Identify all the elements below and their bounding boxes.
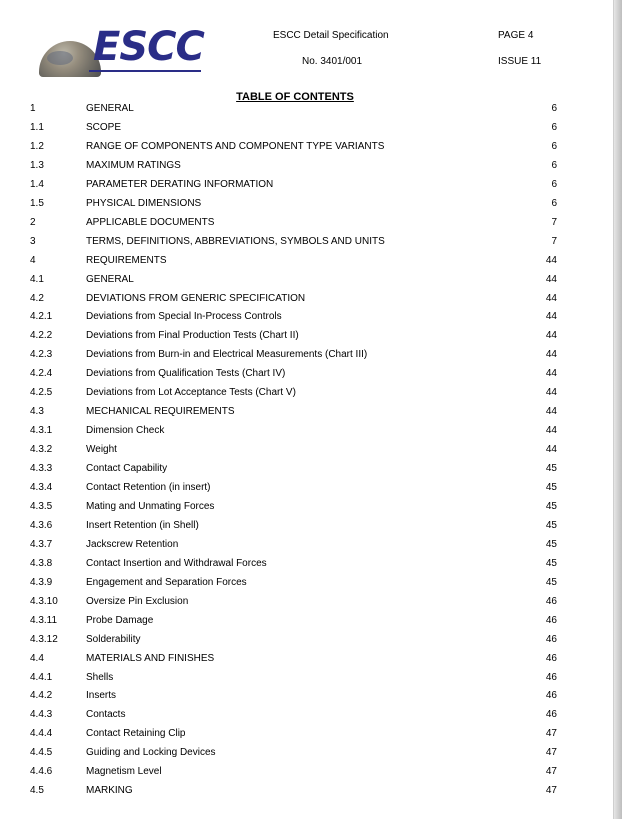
toc-section-number: 4.1 [30, 273, 44, 285]
toc-section-number: 1.3 [30, 159, 44, 171]
toc-section-title: Contact Retention (in insert) [86, 482, 211, 493]
toc-section-title: APPLICABLE DOCUMENTS [86, 216, 215, 228]
toc-section-title: Oversize Pin Exclusion [86, 595, 189, 607]
toc-section-number: 4.3.2 [30, 444, 53, 456]
toc-section-number: 4.3.6 [30, 519, 53, 531]
toc-row[interactable] [0, 160, 610, 178]
toc-section-number: 4.2.3 [30, 349, 53, 361]
toc-page-number: 45 [545, 557, 557, 569]
toc-section-number: 2 [30, 216, 36, 228]
toc-section-number: 3 [30, 235, 36, 247]
toc-row[interactable] [0, 615, 610, 633]
escc-logo [39, 24, 205, 79]
toc-section-number: 4.4.6 [30, 766, 53, 778]
toc-row[interactable] [0, 596, 610, 614]
toc-section-number: 4.2.1 [30, 311, 53, 323]
toc-section-number: 4.4.1 [30, 671, 53, 683]
toc-page-number: 44 [545, 368, 557, 380]
toc-page-number: 44 [545, 273, 557, 285]
toc-section-number: 4.3.11 [30, 614, 58, 626]
toc-page-number: 45 [545, 500, 557, 512]
toc-section-title: DEVIATIONS FROM GENERIC SPECIFICATION [86, 292, 306, 304]
toc-section-number: 4.4.3 [30, 709, 53, 721]
toc-section-number: 1.5 [30, 197, 44, 209]
toc-row[interactable] [0, 425, 610, 443]
toc-row[interactable] [0, 672, 610, 690]
toc-row[interactable] [0, 103, 610, 121]
page-edge [613, 0, 622, 819]
toc-section-title: PARAMETER DERATING INFORMATION [86, 178, 274, 190]
toc-section-number: 4.4 [30, 652, 44, 664]
toc-section-number: 4.3.9 [30, 576, 53, 588]
toc-section-title: Deviations from Final Production Tests (Chart II) [86, 330, 299, 342]
toc-section-title: PHYSICAL DIMENSIONS [86, 197, 202, 209]
toc-page-number: 6 [551, 121, 557, 133]
toc-page-number: 6 [551, 103, 557, 114]
toc-title: TABLE OF CONTENTS [236, 91, 354, 103]
toc-page-number: 46 [545, 652, 557, 664]
toc-row[interactable] [0, 141, 610, 159]
toc-row[interactable] [0, 520, 610, 538]
toc-page-number: 45 [545, 576, 557, 588]
toc-row[interactable] [0, 406, 610, 424]
toc-section-title: GENERAL [86, 103, 134, 114]
toc-section-title: Weight [86, 444, 117, 456]
toc-page-number: 45 [545, 482, 557, 493]
toc-row[interactable] [0, 179, 610, 197]
toc-section-title: Contacts [86, 709, 126, 721]
toc-page-number: 7 [551, 235, 557, 247]
toc-section-title: Deviations from Qualification Tests (Chart IV) [86, 368, 286, 380]
toc-section-title: Contact Insertion and Withdrawal Forces [86, 557, 267, 569]
toc-section-title: MATERIALS AND FINISHES [86, 652, 215, 664]
toc-page-number: 6 [551, 178, 557, 190]
toc-row[interactable] [0, 198, 610, 216]
toc-page-number: 44 [545, 311, 557, 323]
toc-section-number: 4.3 [30, 406, 44, 418]
toc-section-title: REQUIREMENTS [86, 254, 167, 266]
toc-row[interactable] [0, 690, 610, 708]
toc-row[interactable] [0, 728, 610, 746]
toc-page-number: 45 [545, 519, 557, 531]
toc-section-title: MAXIMUM RATINGS [86, 159, 181, 171]
toc-section-number: 4.4.5 [30, 747, 53, 759]
toc-section-title: Inserts [86, 690, 117, 702]
toc-section-number: 4.3.4 [30, 482, 53, 493]
toc-section-title: MECHANICAL REQUIREMENTS [86, 406, 235, 418]
toc-page-number: 46 [545, 690, 557, 702]
toc-page-number: 46 [545, 709, 557, 721]
toc-section-number: 4.3.5 [30, 500, 53, 512]
toc-section-number: 1.1 [30, 121, 44, 133]
page-label: PAGE 4 [498, 30, 534, 41]
toc-page-number: 47 [545, 728, 557, 740]
toc-section-title: RANGE OF COMPONENTS AND COMPONENT TYPE VARIANTS [86, 140, 385, 152]
toc-page-number: 45 [545, 463, 557, 475]
toc-page-number: 7 [551, 216, 557, 228]
toc-row[interactable] [0, 255, 610, 273]
toc-page-number: 44 [545, 254, 557, 266]
toc-row[interactable] [0, 444, 610, 462]
toc-section-number: 4.2.4 [30, 368, 53, 380]
toc-page-number: 45 [545, 538, 557, 550]
toc-row[interactable] [0, 709, 610, 727]
toc-section-number: 4.3.3 [30, 463, 53, 475]
toc-page-number: 46 [545, 633, 557, 645]
toc-section-number: 4.2.5 [30, 387, 53, 399]
toc-section-title: Contact Retaining Clip [86, 728, 186, 740]
toc-section-title: Deviations from Special In-Process Controls [86, 311, 282, 323]
toc-row[interactable] [0, 236, 610, 254]
toc-section-title: Deviations from Lot Acceptance Tests (Chart V) [86, 387, 296, 399]
logo-text: ESCC [93, 24, 204, 70]
toc-section-number: 4.5 [30, 785, 44, 797]
toc-page-number: 44 [545, 330, 557, 342]
toc-section-title: Engagement and Separation Forces [86, 576, 247, 588]
toc-section-number: 4.4.2 [30, 690, 53, 702]
toc-section-title: Contact Capability [86, 463, 168, 475]
toc-page-number: 6 [551, 140, 557, 152]
toc-section-title: Magnetism Level [86, 766, 162, 778]
toc-row[interactable] [0, 539, 610, 557]
toc-section-title: MARKING [86, 785, 133, 797]
toc-row[interactable] [0, 482, 610, 500]
spec-title: ESCC Detail Specification [273, 30, 389, 41]
spec-number: No. 3401/001 [302, 56, 363, 67]
logo-underline [89, 70, 201, 72]
toc-row[interactable] [0, 501, 610, 519]
toc-row[interactable] [0, 463, 610, 481]
toc-section-number: 4 [30, 254, 36, 266]
toc-page-number: 44 [545, 406, 557, 418]
toc-row[interactable] [0, 311, 610, 329]
toc-section-title: GENERAL [86, 273, 134, 285]
toc-page-number: 44 [545, 387, 557, 399]
toc-page-number: 46 [545, 671, 557, 683]
toc-row[interactable] [0, 558, 610, 576]
toc-section-number: 4.2 [30, 292, 44, 304]
toc-row[interactable] [0, 766, 610, 784]
toc-page-number: 47 [545, 747, 557, 759]
toc-page-number: 44 [545, 349, 557, 361]
toc-row[interactable] [0, 217, 610, 235]
toc-page-number: 47 [545, 766, 557, 778]
toc-page-number: 46 [545, 595, 557, 607]
toc-row[interactable] [0, 274, 610, 292]
toc-section-number: 4.3.12 [30, 633, 58, 645]
toc-section-title: TERMS, DEFINITIONS, ABBREVIATIONS, SYMBOLS AND UNITS [86, 235, 385, 247]
toc-row[interactable] [0, 577, 610, 595]
toc-row[interactable] [0, 330, 610, 348]
toc-page-number: 44 [545, 292, 557, 304]
toc-section-number: 1 [30, 103, 36, 114]
toc-section-number: 4.4.4 [30, 728, 53, 740]
toc-section-title: Mating and Unmating Forces [86, 500, 215, 512]
toc-row[interactable] [0, 653, 610, 671]
toc-section-title: Guiding and Locking Devices [86, 747, 216, 759]
toc-section-title: Insert Retention (in Shell) [86, 519, 199, 531]
toc-section-number: 1.2 [30, 140, 44, 152]
toc-row[interactable] [0, 349, 610, 367]
toc-row[interactable] [0, 122, 610, 140]
toc-row[interactable] [0, 747, 610, 765]
toc-page-number: 46 [545, 614, 557, 626]
toc-section-title: Dimension Check [86, 425, 165, 437]
toc-section-number: 4.3.8 [30, 557, 53, 569]
toc-page-number: 47 [545, 785, 557, 797]
toc-row[interactable] [0, 634, 610, 652]
toc-section-number: 4.3.10 [30, 595, 58, 607]
toc-row[interactable] [0, 387, 610, 405]
toc-page-number: 6 [551, 159, 557, 171]
issue-label: ISSUE 11 [498, 56, 542, 67]
toc-section-title: Solderability [86, 633, 141, 645]
toc-page-number: 44 [545, 425, 557, 437]
toc-section-number: 4.3.1 [30, 425, 53, 437]
toc-page-number: 6 [551, 197, 557, 209]
toc-section-title: Probe Damage [86, 614, 154, 626]
toc-row[interactable] [0, 368, 610, 386]
toc-row[interactable] [0, 293, 610, 311]
toc-page-number: 44 [545, 444, 557, 456]
toc-section-number: 4.3.7 [30, 538, 53, 550]
toc-section-title: Shells [86, 671, 114, 683]
toc-section-title: Jackscrew Retention [86, 538, 179, 550]
toc-row[interactable] [0, 785, 610, 803]
toc-section-number: 1.4 [30, 178, 44, 190]
toc-section-title: Deviations from Burn-in and Electrical Measurements (Chart III) [86, 349, 368, 361]
toc-section-number: 4.2.2 [30, 330, 53, 342]
page-header [0, 0, 610, 90]
toc-section-title: SCOPE [86, 121, 122, 133]
